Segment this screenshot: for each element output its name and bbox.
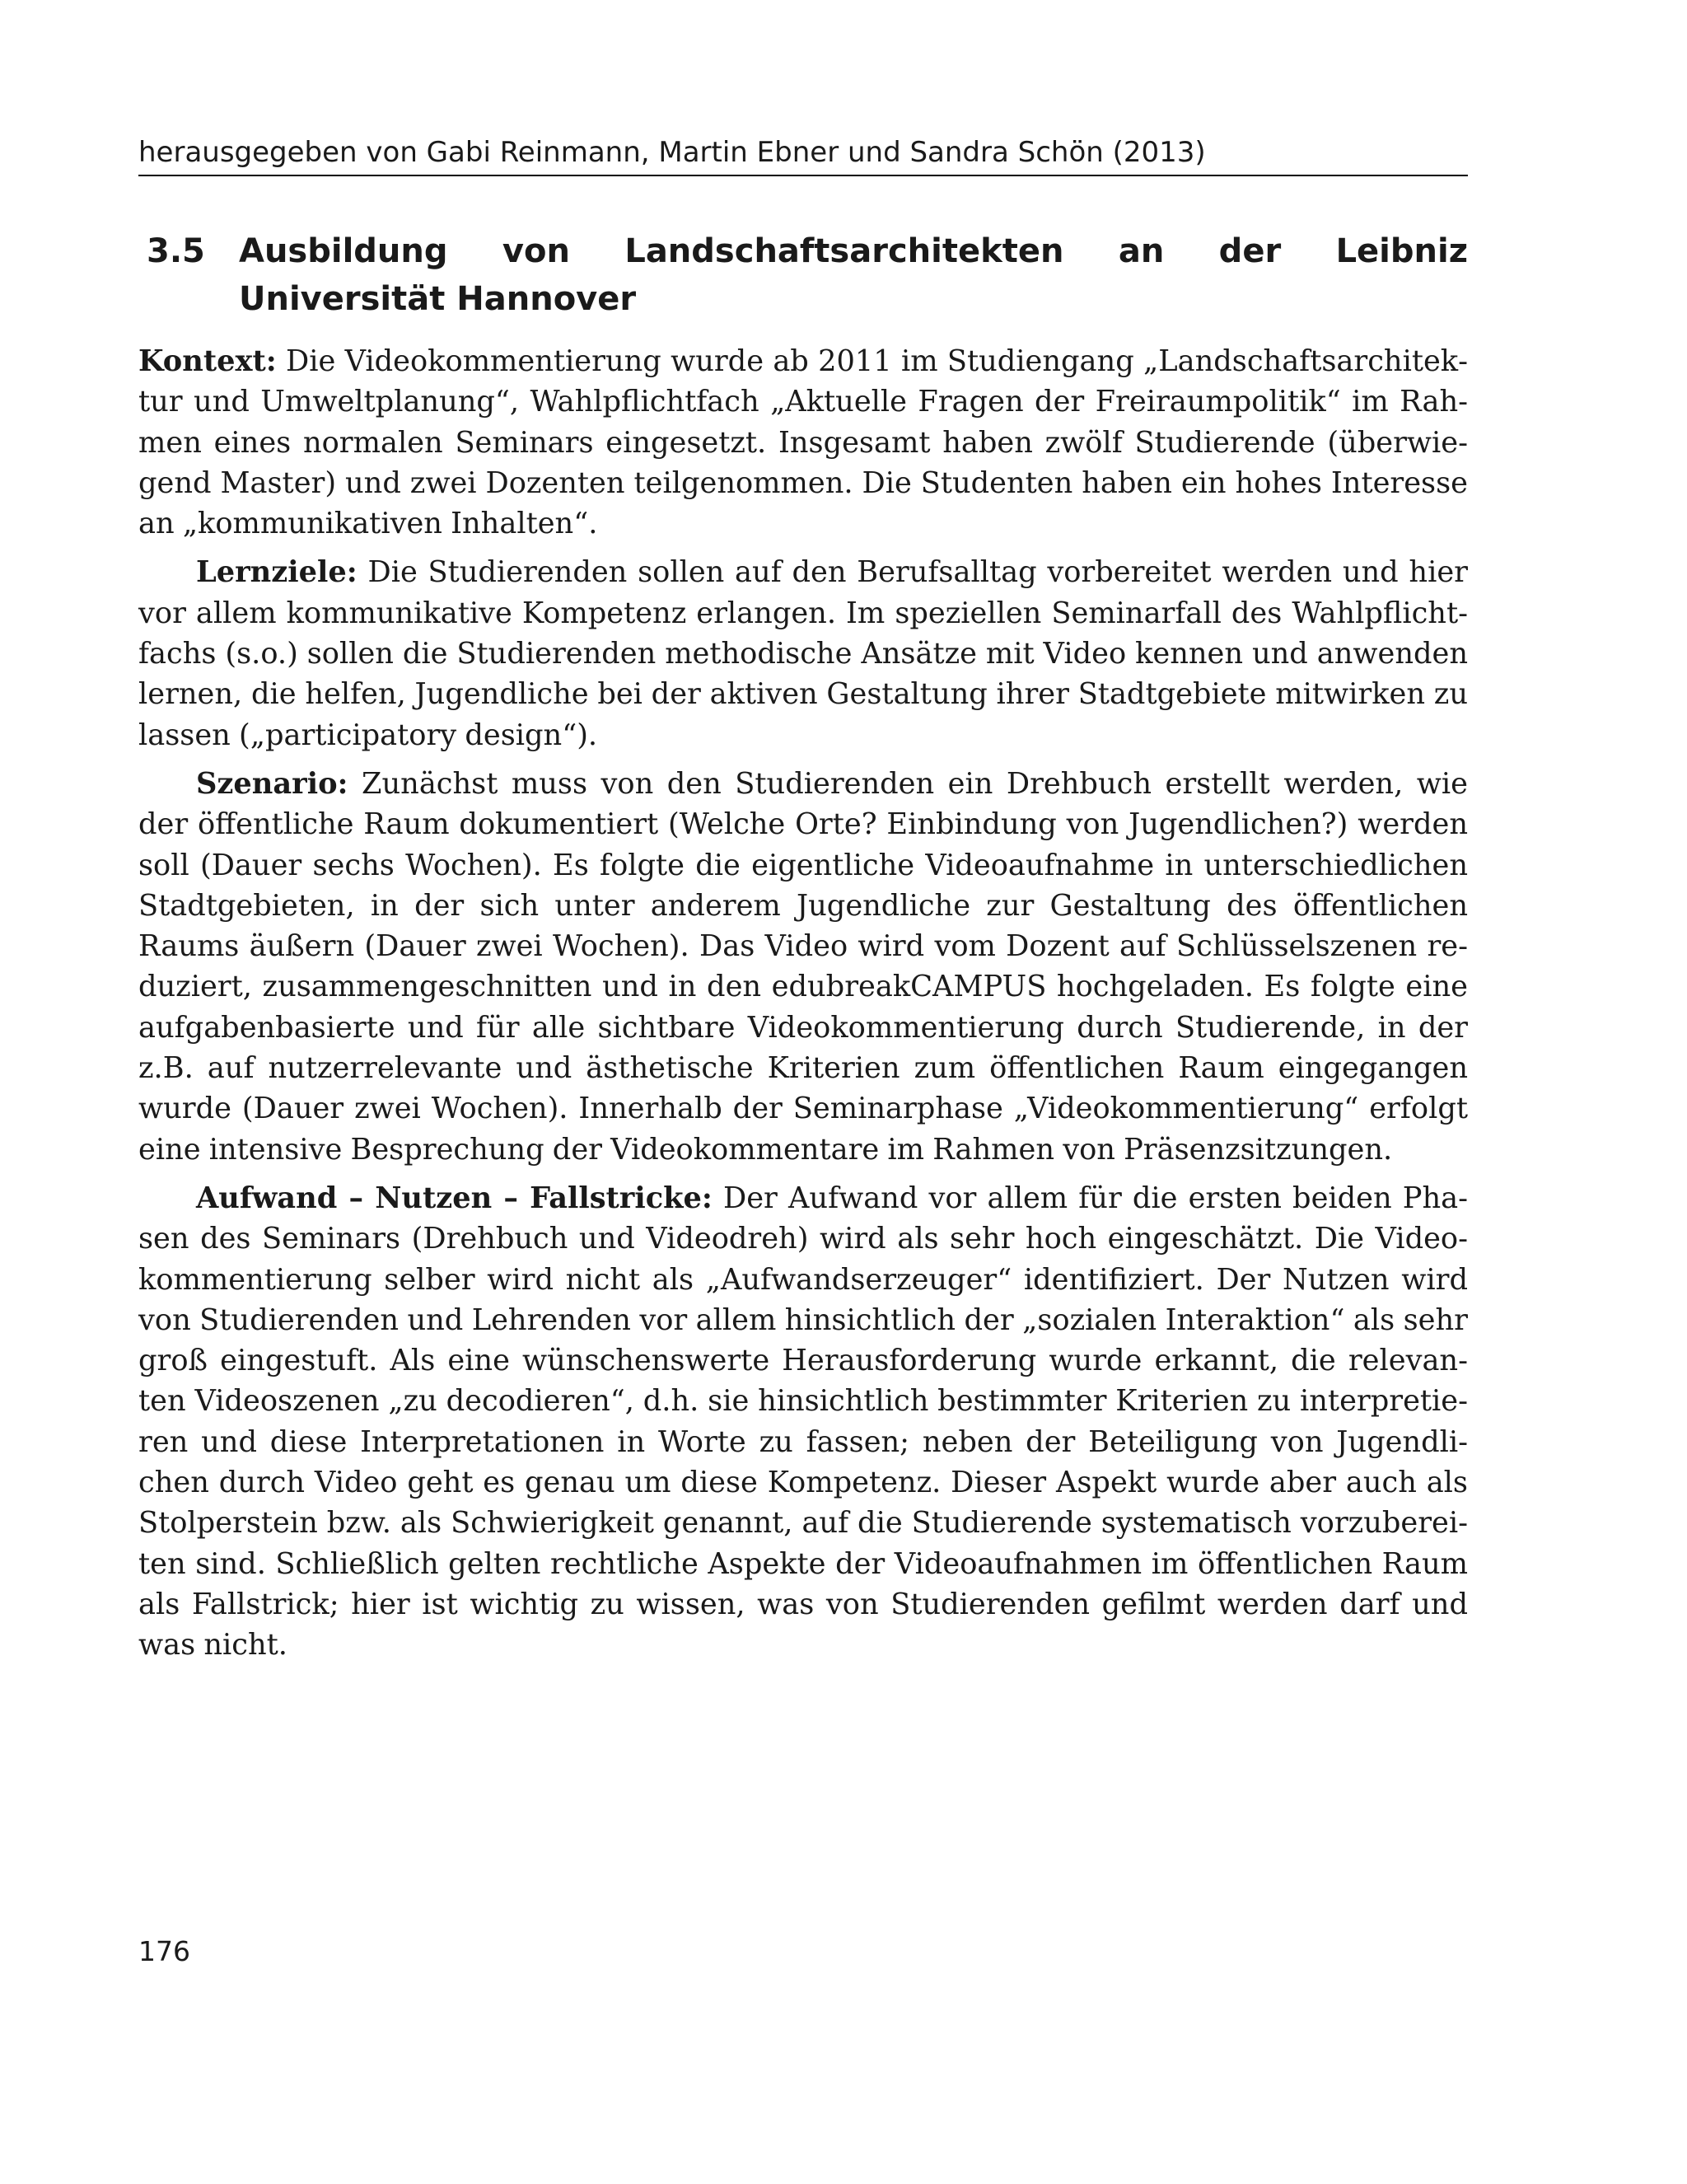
paragraph-lernziele <box>138 552 1468 755</box>
section-number: 3.5 <box>147 232 205 270</box>
section-heading <box>147 227 1468 323</box>
paragraph-lead: Szenario: <box>196 766 348 801</box>
paragraph-kontext <box>138 341 1468 544</box>
paragraph-text: Zunächst muss von den Studierenden ein Drehbuch erstellt werden, wie der öffentliche Raum dokumentiert (Welche Orte? Einbindung von Jugendlichen?) werden soll (Dauer sechs Wochen). Es folgte die eigentliche Videoaufnahme in unterschiedlichen Stadtgebieten, in der sich unter anderem Jugendliche zur Gestaltung des öffentlichen Raums äußern (Dauer zwei Wochen). Das Video wird vom Dozent auf Schlüsselszenen reduziert, zusammengeschnitten und in den edubreakCAMPUS hochgeladen. Es folgte eine aufgabenbasierte und für alle sichtbare Videokommentierung durch Studierende, in der z.B. auf nutzerrelevante und ästhetische Kriterien zum öffentlichen Raum eingegangen wurde (Dauer zwei Wochen). Innerhalb der Seminarphase „Videokommentierung“ erfolgt eine intensive Besprechung der Videokommentare im Rahmen von Präsenzsitzungen. <box>138 766 1468 1167</box>
paragraph-szenario <box>138 764 1468 1170</box>
paragraph-aufwand <box>138 1178 1468 1666</box>
paragraph-lead: Aufwand – Nutzen – Fallstricke: <box>196 1181 713 1215</box>
running-header: herausgegeben von Gabi Reinmann, Martin Ebner und Sandra Schön (2013) <box>138 132 1468 176</box>
body-text <box>138 341 1468 1674</box>
section-title: Ausbildung von Landschaftsarchitekten an der Leibniz Universität Hannover <box>239 232 1468 318</box>
paragraph-lead: Kontext: <box>138 344 277 378</box>
paragraph-lead: Lernziele: <box>196 555 357 590</box>
page-number: 176 <box>138 1935 190 1967</box>
paragraph-text: Die Videokommentierung wurde ab 2011 im Studiengang „Landschaftsarchitektur und Umweltplanung“, Wahlpflichtfach „Aktuelle Fragen der Freiraumpolitik“ im Rahmen eines normalen Seminars eingesetzt. Insgesamt haben zwölf Studierende (überwiegend Master) und zwei Dozenten teilgenommen. Die Studenten haben ein hohes Interesse an „kommunikativen Inhalten“. <box>138 344 1468 541</box>
paragraph-text: Der Aufwand vor allem für die ersten beiden Phasen des Seminars (Drehbuch und Videodreh) wird als sehr hoch eingeschätzt. Die Videokommentierung selber wird nicht als „Aufwandserzeuger“ identifiziert. Der Nutzen wird von Studierenden und Lehrenden vor allem hinsichtlich der „sozialen Interaktion“ als sehr groß eingestuft. Als eine wünschenswerte Herausforderung wurde erkannt, die relevanten Videoszenen „zu decodieren“, d.h. sie hinsichtlich bestimmter Kriterien zu interpretieren und diese Interpretationen in Worte zu fassen; neben der Beteiligung von Jugendlichen durch Video geht es genau um diese Kompetenz. Dieser Aspekt wurde aber auch als Stolperstein bzw. als Schwierigkeit genannt, auf die Studierende systematisch vorzubereiten sind. Schließlich gelten rechtliche Aspekte der Videoaufnahmen im öffentlichen Raum als Fallstrick; hier ist wichtig zu wissen, was von Studierenden gefilmt werden darf und was nicht. <box>138 1181 1468 1663</box>
paragraph-text: Die Studierenden sollen auf den Berufsalltag vorbereitet werden und hier vor allem kommunikative Kompetenz erlangen. Im speziellen Seminarfall des Wahlpflichtfachs (s.o.) sollen die Studierenden methodische Ansätze mit Video kennen und anwenden lernen, die helfen, Jugendliche bei der aktiven Gestaltung ihrer Stadtgebiete mitwirken zu lassen („participatory design“). <box>138 555 1468 752</box>
